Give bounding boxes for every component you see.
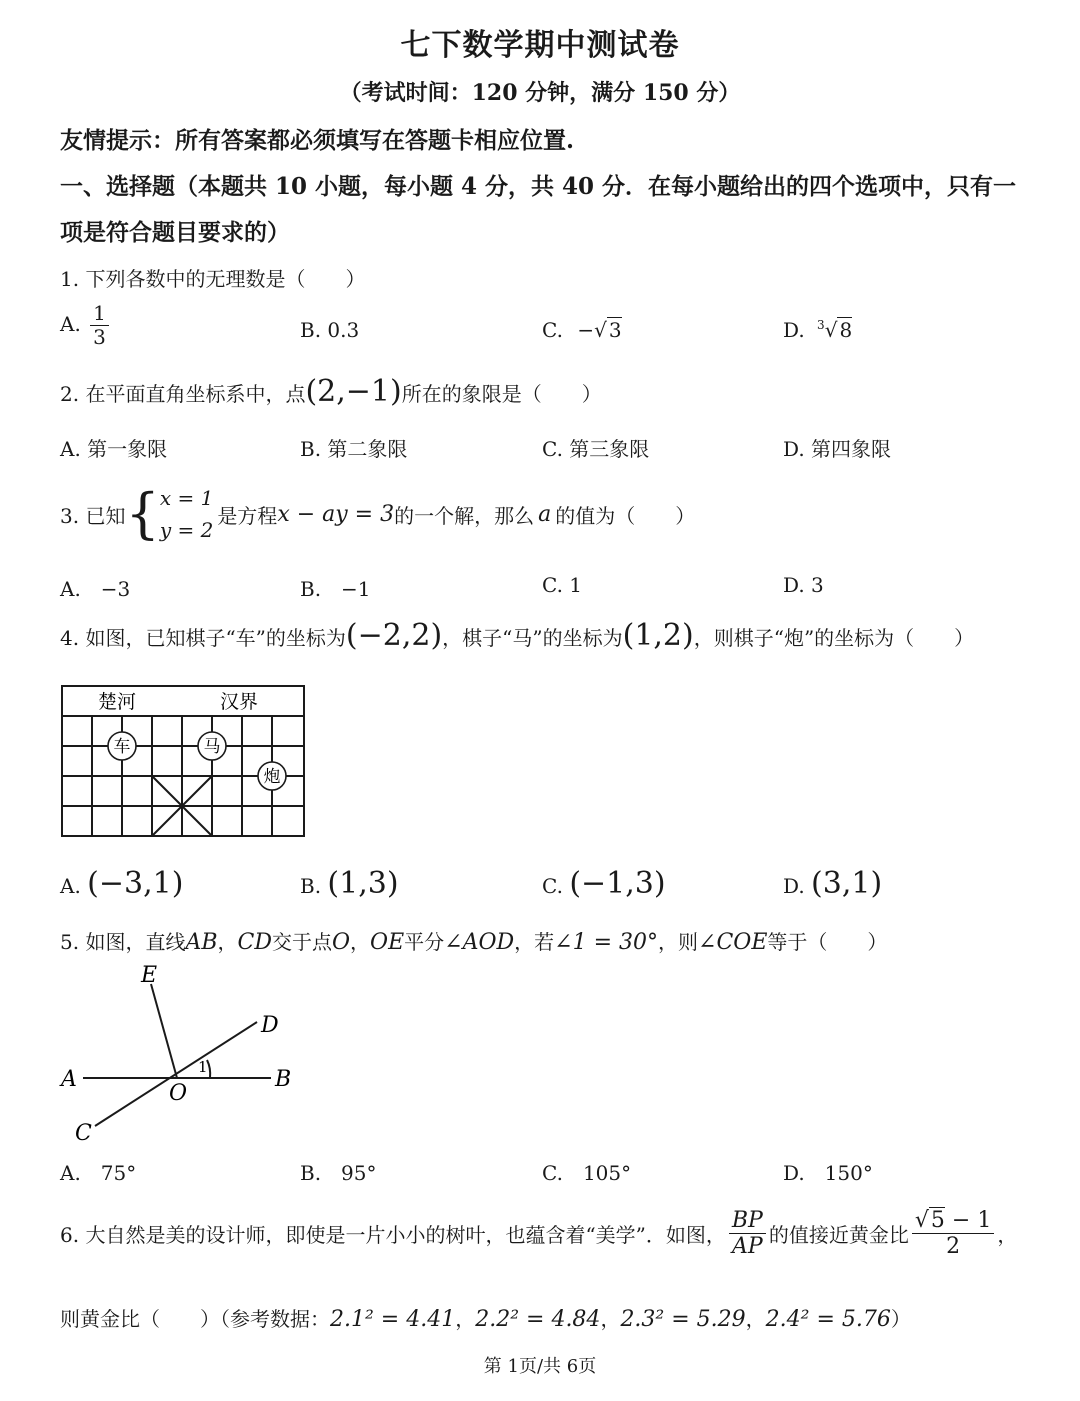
- ray-oe: [151, 984, 177, 1078]
- q3-stem-mid2: 的一个解，那么: [394, 503, 535, 528]
- q4-c-value: (−1,3): [569, 866, 666, 901]
- q6-line2: [60, 1303, 911, 1332]
- q6-golden-rest: − 1: [944, 1208, 992, 1233]
- board-label-left: 楚河: [98, 691, 137, 713]
- q6-ref-4: 2.4² = 5.76: [765, 1307, 891, 1332]
- q5-stem-mid1: 交于点: [272, 930, 332, 954]
- q3-option-a: A. −3: [60, 577, 131, 601]
- q2-stem-end: 所在的象限是（ ）: [401, 382, 602, 406]
- q4-coordinate-che: (−2,2): [345, 618, 443, 653]
- q6-golden-numerator: [912, 1208, 994, 1234]
- q5-ray-oe: OE: [370, 930, 405, 955]
- q6-ref-3: 2.3² = 5.29: [620, 1307, 746, 1332]
- q1-c-radicand: 3: [608, 318, 622, 342]
- q4-option-c: [542, 866, 666, 901]
- q4-option-d: [783, 866, 882, 901]
- q5-stem-mid4: ，则: [658, 930, 699, 954]
- q5-stem: [60, 926, 887, 955]
- q4-option-b: [300, 866, 399, 901]
- q4-stem-mid: ，棋子“马”的坐标为: [442, 626, 623, 650]
- q3-option-d: D. 3: [783, 573, 824, 597]
- q6-stem-mid: 的值接近黄金比: [768, 1223, 909, 1248]
- q6-golden-denominator: 2: [946, 1234, 961, 1260]
- q5-angle-coe: ∠COE: [698, 930, 768, 955]
- label-a: A: [61, 1067, 77, 1092]
- q3-equation: x − ay = 3: [277, 501, 395, 527]
- exam-info: （考试时间：120 分钟，满分 150 分）: [339, 80, 741, 106]
- piece-ma: [198, 732, 226, 760]
- q5-stem-mid3: ，若: [514, 930, 555, 954]
- q3-stem: [60, 482, 695, 546]
- label-d: D: [261, 1013, 279, 1038]
- q6-golden-radical: √: [914, 1208, 929, 1233]
- q3-stem-end: 的值为（ ）: [555, 503, 696, 528]
- q1-option-b: B. 0.3: [300, 318, 360, 342]
- q5-condition: ∠1 = 30°: [554, 930, 659, 955]
- q5-line-cd: CD: [237, 930, 272, 955]
- q5-option-b: B. 95°: [300, 1161, 377, 1185]
- q2-stem: [60, 374, 602, 409]
- q4-b-value: (1,3): [327, 866, 399, 901]
- q6-golden-radicand: 5: [930, 1208, 945, 1233]
- section-heading-line1: 一、选择题（本题共 10 小题，每小题 4 分，共 40 分．在每小题给出的四个选项中，只有一: [60, 173, 1017, 200]
- q3-system: [160, 482, 214, 546]
- q1-option-c: [542, 318, 622, 342]
- q6-close: ）: [890, 1307, 911, 1331]
- q5-line-ab: AB: [185, 930, 218, 955]
- q5-sep2: ，: [350, 930, 371, 954]
- q1-option-a: [60, 302, 112, 349]
- page-footer: 第 1页/共 6页: [483, 1356, 597, 1377]
- label-angle-1: 1: [198, 1058, 208, 1076]
- piece-che: [108, 732, 136, 760]
- q5-angle-aod: ∠AOD: [444, 930, 515, 955]
- piece-pao-label: 炮: [263, 767, 281, 787]
- q1-stem: 1. 下列各数中的无理数是（ ）: [60, 267, 366, 291]
- q3-equation-2: y = 2: [159, 518, 214, 542]
- q1-c-minus: −: [577, 318, 595, 342]
- q3-equation-1: x = 1: [159, 486, 214, 510]
- label-e: E: [141, 963, 158, 988]
- q3-variable: a: [538, 501, 552, 527]
- q4-b-label: B.: [300, 874, 322, 898]
- label-b: B: [275, 1067, 292, 1092]
- q6-ratio-fraction: [729, 1208, 766, 1260]
- q2-stem-start: 2. 在平面直角坐标系中，点: [60, 382, 306, 406]
- q2-option-c: C. 第三象限: [542, 437, 650, 461]
- q2-option-d: D. 第四象限: [783, 437, 892, 461]
- q4-d-label: D.: [783, 874, 805, 898]
- q1-a-numerator: 1: [90, 302, 109, 326]
- page-title: 七下数学期中测试卷: [400, 28, 680, 63]
- q6-ratio-denominator: AP: [732, 1234, 763, 1260]
- q3-option-c: C. 1: [542, 573, 583, 597]
- q5-angle-figure: [55, 958, 315, 1148]
- q6-sep-1: ，: [455, 1307, 476, 1331]
- q1-a-fraction: [90, 302, 109, 349]
- q6-ref-2: 2.2² = 4.84: [475, 1307, 601, 1332]
- q5-stem-start: 5. 如图，直线: [60, 930, 186, 954]
- q6-ratio-numerator: BP: [729, 1208, 766, 1234]
- q4-a-value: (−3,1): [87, 866, 184, 901]
- piece-ma-label: 马: [203, 737, 221, 757]
- q6-ref-1: 2.1² = 4.41: [330, 1307, 456, 1332]
- label-o: O: [169, 1081, 188, 1106]
- q1-d-radicand: 8: [839, 318, 853, 342]
- q2-option-b: B. 第二象限: [300, 437, 408, 461]
- q5-sep1: ，: [217, 930, 238, 954]
- q3-system-brace: {: [125, 482, 160, 545]
- q1-c-radical: √: [594, 318, 607, 342]
- q6-sep-2: ，: [600, 1307, 621, 1331]
- q5-stem-end: 等于（ ）: [767, 930, 888, 954]
- q3-stem-start: 3. 已知: [60, 503, 126, 528]
- q4-option-a: [60, 866, 183, 901]
- q5-point-o: O: [332, 930, 351, 955]
- q1-option-d: [783, 318, 852, 342]
- q1-d-radical: √: [824, 318, 838, 342]
- tip-text: 友情提示：所有答案都必须填写在答题卡相应位置.: [60, 127, 575, 154]
- q6-stem: [60, 1208, 1017, 1260]
- q4-stem-start: 4. 如图，已知棋子“车”的坐标为: [60, 626, 346, 650]
- q4-a-label: A.: [60, 874, 81, 898]
- q6-stem-start: 6. 大自然是美的设计师，即使是一片小小的树叶，也蕴含着“美学”．如图，: [60, 1223, 726, 1248]
- q3-option-b: B. −1: [300, 577, 371, 601]
- q1-c-label: C.: [542, 318, 563, 342]
- piece-che-label: 车: [113, 737, 131, 757]
- q1-d-root-index: 3: [817, 318, 825, 333]
- q3-stem-mid1: 是方程: [217, 503, 278, 528]
- q5-option-a: A. 75°: [60, 1161, 137, 1185]
- q2-option-a: A. 第一象限: [60, 437, 168, 461]
- q4-stem-end: ，则棋子“炮”的坐标为（ ）: [693, 626, 975, 650]
- section-heading-line2: 项是符合题目要求的）: [60, 219, 290, 246]
- q4-c-label: C.: [542, 874, 563, 898]
- q6-sep-3: ，: [745, 1307, 766, 1331]
- q2-point: (2,−1): [305, 374, 402, 409]
- piece-pao: [258, 762, 286, 790]
- q6-golden-ratio: [912, 1208, 994, 1260]
- q6-line2-start: 则黄金比（ ）（参考数据：: [60, 1307, 330, 1331]
- q1-a-label: A.: [60, 312, 81, 336]
- q6-stem-end: ，: [997, 1223, 1018, 1248]
- q4-d-value: (3,1): [811, 866, 883, 901]
- q4-coordinate-ma: (1,2): [622, 618, 694, 653]
- q5-stem-mid2: 平分: [404, 930, 445, 954]
- q1-a-denominator: 3: [93, 325, 106, 349]
- q4-chess-board: [60, 684, 306, 838]
- q1-d-label: D.: [783, 318, 805, 342]
- board-label-right: 汉界: [220, 691, 259, 713]
- q5-option-c: C. 105°: [542, 1161, 632, 1185]
- q5-option-d: D. 150°: [783, 1161, 873, 1185]
- label-c: C: [75, 1121, 92, 1146]
- q4-stem: [60, 618, 974, 653]
